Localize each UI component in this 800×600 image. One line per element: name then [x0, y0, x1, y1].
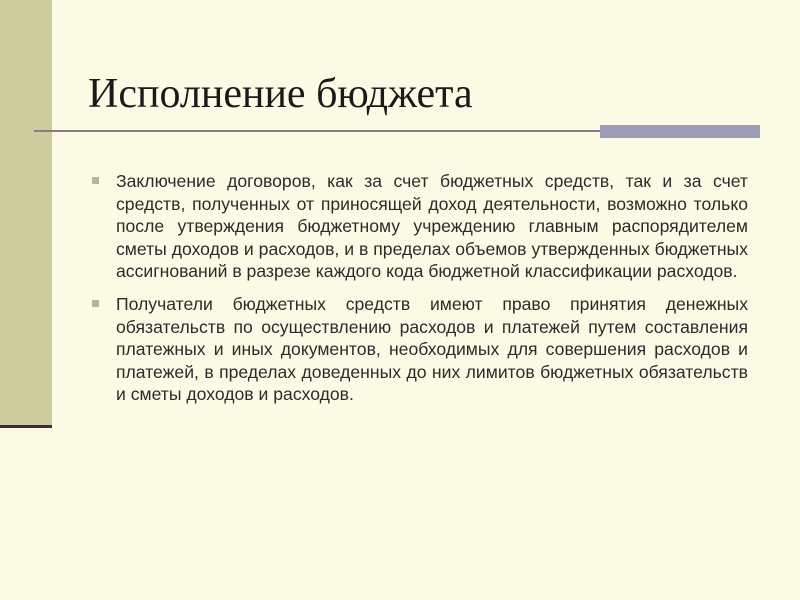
bullet-list — [92, 170, 748, 416]
bullet-text: Получатели бюджетных средств имеют право принятия денежных обязательств по осуществлению расходов и платежей путем составления платежных и иных документов, необходимых для совершения расходов и платежей, в пределах доведенных до них лимитов бюджетных обязательств и сметы доходов и расходов. — [116, 293, 748, 405]
square-bullet-icon — [92, 300, 99, 307]
title-divider — [34, 130, 600, 132]
bullet-item — [92, 170, 748, 283]
bullet-text: Заключение договоров, как за счет бюджетных средств, так и за счет средств, полученных от приносящей доход деятельности, возможно только после утверждения бюджетному учреждению главным распорядителем сметы доходов и расходов, и в пределах объемов утвержденных бюджетных ассигнований в разрезе каждого кода бюджетной классификации расходов. — [116, 171, 748, 282]
title-accent-bar — [600, 125, 760, 138]
bullet-item — [92, 293, 748, 406]
left-band-underline — [0, 425, 52, 428]
slide-title: Исполнение бюджета — [88, 71, 473, 117]
left-decorative-band — [0, 0, 52, 425]
square-bullet-icon — [92, 177, 99, 184]
